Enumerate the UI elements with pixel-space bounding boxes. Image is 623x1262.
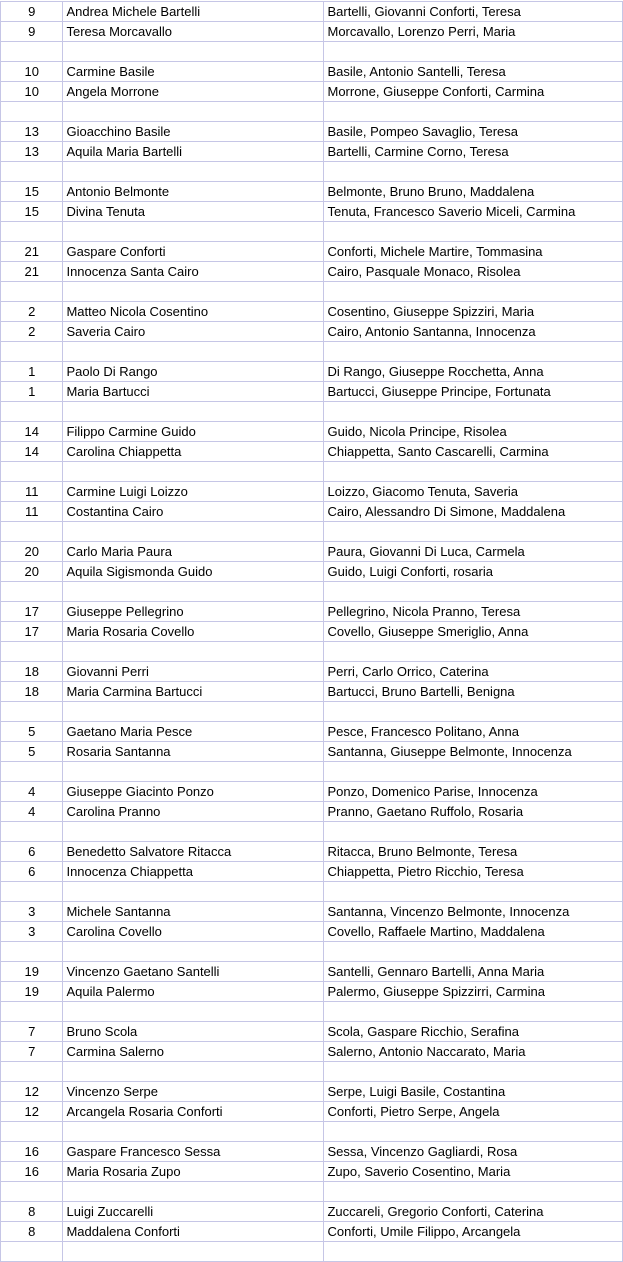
parents-cell[interactable]: Conforti, Umile Filippo, Arcangela [324,1222,623,1242]
table-row [1,342,623,362]
parents-cell[interactable]: Santanna, Giuseppe Belmonte, Innocenza [324,742,623,762]
row-number-cell[interactable] [1,522,63,542]
row-number-cell[interactable] [1,942,63,962]
table-row [1,962,623,982]
table-row [1,782,623,802]
name-cell[interactable] [63,822,324,842]
row-number-cell[interactable]: 16 [1,1142,63,1162]
parents-cell[interactable]: Bartucci, Giuseppe Principe, Fortunata [324,382,623,402]
parents-cell[interactable]: Basile, Pompeo Savaglio, Teresa [324,122,623,142]
table-row [1,2,623,22]
table-row [1,282,623,302]
row-number-cell[interactable] [1,762,63,782]
name-cell[interactable] [63,282,324,302]
parents-cell[interactable] [324,1242,623,1262]
parents-cell[interactable]: Covello, Giuseppe Smeriglio, Anna [324,622,623,642]
parents-cell[interactable] [324,222,623,242]
table-row [1,882,623,902]
table-row [1,262,623,282]
parents-cell[interactable] [324,882,623,902]
name-cell[interactable] [63,882,324,902]
row-number-cell[interactable]: 1 [1,382,63,402]
row-number-cell[interactable]: 17 [1,602,63,622]
row-number-cell[interactable]: 15 [1,182,63,202]
table-row [1,502,623,522]
name-cell[interactable] [63,162,324,182]
row-number-cell[interactable]: 14 [1,422,63,442]
row-number-cell[interactable]: 21 [1,262,63,282]
name-cell[interactable] [63,942,324,962]
table-row [1,602,623,622]
parents-cell[interactable]: Santanna, Vincenzo Belmonte, Innocenza [324,902,623,922]
name-cell[interactable]: Carmine Luigi Loizzo [63,482,324,502]
name-cell[interactable] [63,342,324,362]
parents-cell[interactable]: Cairo, Antonio Santanna, Innocenza [324,322,623,342]
row-number-cell[interactable] [1,1122,63,1142]
row-number-cell[interactable]: 6 [1,862,63,882]
table-row [1,182,623,202]
row-number-cell[interactable]: 5 [1,742,63,762]
parents-cell[interactable] [324,282,623,302]
name-cell[interactable] [63,1002,324,1022]
table-row [1,122,623,142]
row-number-cell[interactable]: 12 [1,1102,63,1122]
parents-cell[interactable]: Pesce, Francesco Politano, Anna [324,722,623,742]
table-row [1,1142,623,1162]
name-cell[interactable]: Costantina Cairo [63,502,324,522]
row-number-cell[interactable]: 12 [1,1082,63,1102]
table-row [1,702,623,722]
row-number-cell[interactable] [1,1182,63,1202]
row-number-cell[interactable]: 11 [1,482,63,502]
row-number-cell[interactable]: 19 [1,962,63,982]
parents-cell[interactable]: Serpe, Luigi Basile, Costantina [324,1082,623,1102]
row-number-cell[interactable]: 7 [1,1022,63,1042]
name-cell[interactable]: Matteo Nicola Cosentino [63,302,324,322]
table-row [1,742,623,762]
name-cell[interactable] [63,1182,324,1202]
table-row [1,1002,623,1022]
parents-cell[interactable] [324,582,623,602]
name-cell[interactable]: Vincenzo Gaetano Santelli [63,962,324,982]
name-cell[interactable]: Antonio Belmonte [63,182,324,202]
name-cell[interactable]: Carmine Basile [63,62,324,82]
name-cell[interactable] [63,642,324,662]
table-row [1,482,623,502]
table-row [1,1102,623,1122]
table-row [1,982,623,1002]
row-number-cell[interactable] [1,1242,63,1262]
row-number-cell[interactable]: 16 [1,1162,63,1182]
row-number-cell[interactable]: 3 [1,922,63,942]
table-body [1,2,623,1262]
name-cell[interactable]: Vincenzo Serpe [63,1082,324,1102]
name-cell[interactable]: Gaspare Francesco Sessa [63,1142,324,1162]
table-row [1,642,623,662]
table-row [1,942,623,962]
name-cell[interactable]: Giuseppe Pellegrino [63,602,324,622]
table-row [1,462,623,482]
table-row [1,402,623,422]
row-number-cell[interactable]: 18 [1,662,63,682]
name-cell[interactable]: Innocenza Chiappetta [63,862,324,882]
name-cell[interactable]: Gaspare Conforti [63,242,324,262]
name-cell[interactable]: Andrea Michele Bartelli [63,2,324,22]
table-row [1,1162,623,1182]
name-cell[interactable]: Carlo Maria Paura [63,542,324,562]
table-row [1,542,623,562]
table-row [1,62,623,82]
row-number-cell[interactable] [1,582,63,602]
table-row [1,162,623,182]
row-number-cell[interactable] [1,162,63,182]
row-number-cell[interactable]: 19 [1,982,63,1002]
name-cell[interactable] [63,1242,324,1262]
row-number-cell[interactable]: 4 [1,782,63,802]
parents-cell[interactable]: Zupo, Saverio Cosentino, Maria [324,1162,623,1182]
parents-cell[interactable]: Ritacca, Bruno Belmonte, Teresa [324,842,623,862]
table-row [1,802,623,822]
name-cell[interactable]: Maria Rosaria Zupo [63,1162,324,1182]
name-cell[interactable] [63,102,324,122]
table-row [1,22,623,42]
row-number-cell[interactable]: 8 [1,1222,63,1242]
row-number-cell[interactable]: 1 [1,362,63,382]
row-number-cell[interactable] [1,342,63,362]
name-cell[interactable]: Bruno Scola [63,1022,324,1042]
parents-cell[interactable]: Palermo, Giuseppe Spizzirri, Carmina [324,982,623,1002]
name-cell[interactable] [63,762,324,782]
name-cell[interactable]: Arcangela Rosaria Conforti [63,1102,324,1122]
name-cell[interactable] [63,222,324,242]
row-number-cell[interactable]: 11 [1,502,63,522]
table-row [1,102,623,122]
table-row [1,322,623,342]
row-number-cell[interactable]: 3 [1,902,63,922]
parents-cell[interactable]: Bartucci, Bruno Bartelli, Benigna [324,682,623,702]
row-number-cell[interactable] [1,1062,63,1082]
parents-cell[interactable]: Basile, Antonio Santelli, Teresa [324,62,623,82]
name-cell[interactable]: Aquila Maria Bartelli [63,142,324,162]
parents-cell[interactable]: Chiappetta, Pietro Ricchio, Teresa [324,862,623,882]
name-cell[interactable]: Innocenza Santa Cairo [63,262,324,282]
row-number-cell[interactable] [1,42,63,62]
name-cell[interactable]: Carmina Salerno [63,1042,324,1062]
parents-cell[interactable]: Bartelli, Giovanni Conforti, Teresa [324,2,623,22]
parents-cell[interactable]: Perri, Carlo Orrico, Caterina [324,662,623,682]
parents-cell[interactable]: Tenuta, Francesco Saverio Miceli, Carmina [324,202,623,222]
parents-cell[interactable]: Di Rango, Giuseppe Rocchetta, Anna [324,362,623,382]
row-number-cell[interactable] [1,1002,63,1022]
name-cell[interactable] [63,42,324,62]
parents-cell[interactable]: Guido, Nicola Principe, Risolea [324,422,623,442]
table-row [1,302,623,322]
table-row [1,202,623,222]
name-cell[interactable]: Teresa Morcavallo [63,22,324,42]
parents-cell[interactable]: Belmonte, Bruno Bruno, Maddalena [324,182,623,202]
name-cell[interactable]: Paolo Di Rango [63,362,324,382]
name-cell[interactable] [63,1122,324,1142]
table-row [1,422,623,442]
table-row [1,662,623,682]
name-cell[interactable]: Carolina Pranno [63,802,324,822]
name-cell[interactable] [63,582,324,602]
name-cell[interactable]: Aquila Sigismonda Guido [63,562,324,582]
name-cell[interactable]: Michele Santanna [63,902,324,922]
table-row [1,922,623,942]
name-cell[interactable] [63,1062,324,1082]
name-cell[interactable]: Maddalena Conforti [63,1222,324,1242]
name-cell[interactable]: Carolina Chiappetta [63,442,324,462]
parents-cell[interactable]: Zuccareli, Gregorio Conforti, Caterina [324,1202,623,1222]
parents-cell[interactable] [324,1062,623,1082]
table-row [1,1042,623,1062]
parents-cell[interactable] [324,102,623,122]
table-row [1,862,623,882]
parents-cell[interactable]: Guido, Luigi Conforti, rosaria [324,562,623,582]
parents-cell[interactable] [324,1122,623,1142]
table-row [1,362,623,382]
row-number-cell[interactable]: 15 [1,202,63,222]
row-number-cell[interactable]: 9 [1,2,63,22]
parents-cell[interactable]: Pellegrino, Nicola Pranno, Teresa [324,602,623,622]
table-row [1,522,623,542]
row-number-cell[interactable]: 10 [1,82,63,102]
name-cell[interactable]: Aquila Palermo [63,982,324,1002]
parents-cell[interactable]: Loizzo, Giacomo Tenuta, Saveria [324,482,623,502]
table-row [1,622,623,642]
parents-cell[interactable]: Salerno, Antonio Naccarato, Maria [324,1042,623,1062]
name-cell[interactable]: Gioacchino Basile [63,122,324,142]
row-number-cell[interactable]: 21 [1,242,63,262]
name-cell[interactable] [63,702,324,722]
name-cell[interactable]: Carolina Covello [63,922,324,942]
parents-cell[interactable] [324,42,623,62]
parents-cell[interactable] [324,342,623,362]
row-number-cell[interactable]: 20 [1,562,63,582]
parents-cell[interactable]: Santelli, Gennaro Bartelli, Anna Maria [324,962,623,982]
parents-cell[interactable]: Pranno, Gaetano Ruffolo, Rosaria [324,802,623,822]
parents-cell[interactable]: Cosentino, Giuseppe Spizziri, Maria [324,302,623,322]
row-number-cell[interactable]: 2 [1,302,63,322]
row-number-cell[interactable] [1,402,63,422]
table-row [1,842,623,862]
parents-cell[interactable]: Paura, Giovanni Di Luca, Carmela [324,542,623,562]
parents-cell[interactable] [324,1002,623,1022]
table-row [1,1242,623,1262]
row-number-cell[interactable] [1,462,63,482]
parents-cell[interactable]: Morcavallo, Lorenzo Perri, Maria [324,22,623,42]
name-cell[interactable]: Rosaria Santanna [63,742,324,762]
table-row [1,42,623,62]
parents-cell[interactable] [324,1182,623,1202]
table-row [1,1222,623,1242]
name-cell[interactable]: Benedetto Salvatore Ritacca [63,842,324,862]
row-number-cell[interactable]: 2 [1,322,63,342]
table-row [1,682,623,702]
row-number-cell[interactable] [1,822,63,842]
row-number-cell[interactable]: 7 [1,1042,63,1062]
table-row [1,82,623,102]
name-cell[interactable]: Giovanni Perri [63,662,324,682]
name-cell[interactable] [63,522,324,542]
spreadsheet-table [0,1,623,1262]
name-cell[interactable]: Angela Morrone [63,82,324,102]
parents-cell[interactable]: Sessa, Vincenzo Gagliardi, Rosa [324,1142,623,1162]
table-row [1,222,623,242]
table-row [1,902,623,922]
row-number-cell[interactable]: 6 [1,842,63,862]
parents-cell[interactable] [324,462,623,482]
row-number-cell[interactable] [1,642,63,662]
table-row [1,822,623,842]
name-cell[interactable]: Maria Bartucci [63,382,324,402]
name-cell[interactable]: Gaetano Maria Pesce [63,722,324,742]
name-cell[interactable]: Maria Rosaria Covello [63,622,324,642]
name-cell[interactable]: Saveria Cairo [63,322,324,342]
parents-cell[interactable] [324,162,623,182]
parents-cell[interactable] [324,762,623,782]
parents-cell[interactable]: Scola, Gaspare Ricchio, Serafina [324,1022,623,1042]
table-row [1,242,623,262]
parents-cell[interactable] [324,702,623,722]
table-row [1,142,623,162]
parents-cell[interactable]: Conforti, Pietro Serpe, Angela [324,1102,623,1122]
row-number-cell[interactable] [1,102,63,122]
parents-cell[interactable] [324,942,623,962]
table-row [1,1122,623,1142]
row-number-cell[interactable]: 18 [1,682,63,702]
row-number-cell[interactable] [1,282,63,302]
row-number-cell[interactable]: 10 [1,62,63,82]
table-row [1,442,623,462]
table-row [1,1182,623,1202]
row-number-cell[interactable]: 5 [1,722,63,742]
parents-cell[interactable] [324,522,623,542]
name-cell[interactable] [63,462,324,482]
parents-cell[interactable] [324,822,623,842]
table-row [1,1202,623,1222]
table-row [1,1022,623,1042]
row-number-cell[interactable]: 4 [1,802,63,822]
row-number-cell[interactable]: 8 [1,1202,63,1222]
table-row [1,722,623,742]
row-number-cell[interactable]: 20 [1,542,63,562]
parents-cell[interactable] [324,402,623,422]
name-cell[interactable]: Maria Carmina Bartucci [63,682,324,702]
table-row [1,762,623,782]
parents-cell[interactable]: Covello, Raffaele Martino, Maddalena [324,922,623,942]
row-number-cell[interactable] [1,702,63,722]
parents-cell[interactable]: Chiappetta, Santo Cascarelli, Carmina [324,442,623,462]
parents-cell[interactable]: Morrone, Giuseppe Conforti, Carmina [324,82,623,102]
row-number-cell[interactable]: 17 [1,622,63,642]
name-cell[interactable]: Giuseppe Giacinto Ponzo [63,782,324,802]
name-cell[interactable]: Filippo Carmine Guido [63,422,324,442]
parents-cell[interactable]: Bartelli, Carmine Corno, Teresa [324,142,623,162]
name-cell[interactable]: Luigi Zuccarelli [63,1202,324,1222]
parents-cell[interactable]: Ponzo, Domenico Parise, Innocenza [324,782,623,802]
row-number-cell[interactable] [1,222,63,242]
parents-cell[interactable]: Cairo, Alessandro Di Simone, Maddalena [324,502,623,522]
parents-cell[interactable]: Conforti, Michele Martire, Tommasina [324,242,623,262]
row-number-cell[interactable]: 13 [1,142,63,162]
table-row [1,1082,623,1102]
row-number-cell[interactable]: 9 [1,22,63,42]
table-row [1,562,623,582]
name-cell[interactable] [63,402,324,422]
table-row [1,382,623,402]
table-row [1,582,623,602]
row-number-cell[interactable]: 13 [1,122,63,142]
parents-cell[interactable]: Cairo, Pasquale Monaco, Risolea [324,262,623,282]
row-number-cell[interactable] [1,882,63,902]
name-cell[interactable]: Divina Tenuta [63,202,324,222]
parents-cell[interactable] [324,642,623,662]
table-row [1,1062,623,1082]
row-number-cell[interactable]: 14 [1,442,63,462]
